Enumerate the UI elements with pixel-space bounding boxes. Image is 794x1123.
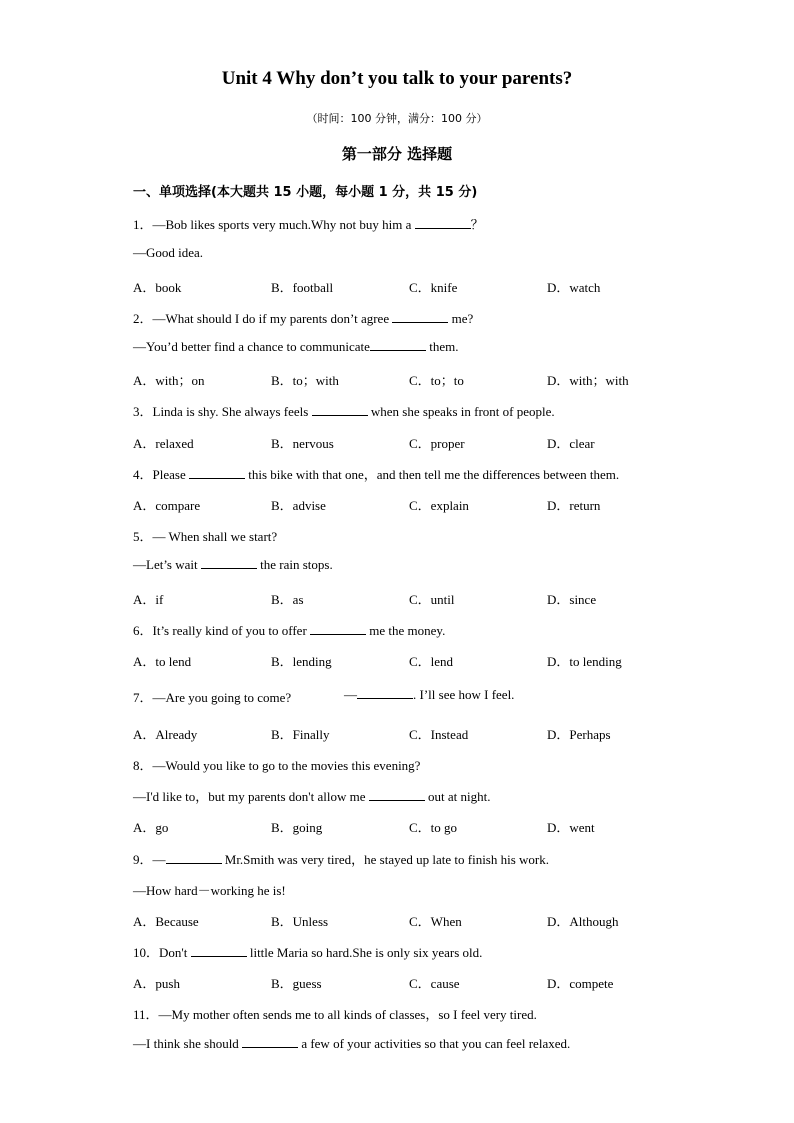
question-1-stem: 1．—Bob likes sports very much.Why not buy him a ？	[133, 217, 484, 232]
question-1-reply: —Good idea.	[133, 245, 204, 260]
question-8-option-a: A．go	[133, 820, 169, 835]
question-5-reply: —Let’s wait the rain stops.	[133, 557, 333, 572]
question-6-option-b: B．lending	[271, 654, 332, 669]
question-11-reply: —I think she should a few of your activities so that you can feel relaxed.	[133, 1036, 571, 1051]
question-3-option-a: A．relaxed	[133, 436, 194, 451]
answer-blank	[166, 852, 222, 864]
question-7-reply: — . I’ll see how I feel.	[344, 687, 515, 702]
answer-blank	[189, 467, 245, 479]
question-7-option-c: C．Instead	[409, 727, 469, 742]
question-3-option-b: B．nervous	[271, 436, 334, 451]
question-2-stem: 2．—What should I do if my parents don’t agree me?	[133, 311, 474, 326]
question-7-option-d: D．Perhaps	[547, 727, 611, 742]
question-1-option-d: D．watch	[547, 280, 601, 295]
question-4-option-b: B．advise	[271, 498, 326, 513]
question-10-stem: 10．Don't little Maria so hard.She is only six years old.	[133, 945, 483, 960]
question-1-option-a: A．book	[133, 280, 182, 295]
question-10-option-b: B．guess	[271, 976, 322, 991]
question-5-option-c: C．until	[409, 592, 455, 607]
section-heading: 一、单项选择(本大题共 15 小题，每小题 1 分，共 15 分)	[133, 185, 478, 200]
question-4-option-c: C．explain	[409, 498, 469, 513]
question-5-stem: 5．— When shall we start?	[133, 529, 278, 544]
question-3-option-d: D．clear	[547, 436, 595, 451]
question-8-option-c: C．to go	[409, 820, 458, 835]
question-11-stem: 11．—My mother often sends me to all kinds of classes，so I feel very tired.	[133, 1007, 537, 1022]
answer-blank	[392, 311, 448, 323]
answer-blank	[369, 789, 425, 801]
answer-blank	[242, 1036, 298, 1048]
question-8-option-d: D．went	[547, 820, 595, 835]
answer-blank	[312, 404, 368, 416]
question-9-option-b: B．Unless	[271, 914, 329, 929]
question-1-option-c: C．knife	[409, 280, 458, 295]
question-6-option-a: A．to lend	[133, 654, 192, 669]
question-5-option-b: B．as	[271, 592, 304, 607]
answer-blank	[310, 623, 366, 635]
question-9-option-a: A．Because	[133, 914, 199, 929]
question-9-option-c: C．When	[409, 914, 462, 929]
answer-blank	[357, 687, 413, 699]
question-2-reply: —You’d better find a chance to communicate them.	[133, 339, 459, 354]
question-4-option-d: D．return	[547, 498, 601, 513]
question-7-option-a: A．Already	[133, 727, 198, 742]
question-2-option-a: A．with；on	[133, 373, 205, 388]
part-heading: 第一部分 选择题	[341, 145, 453, 163]
exam-time-score: （时间：100 分钟，满分：100 分）	[306, 112, 488, 125]
question-6-stem: 6．It’s really kind of you to offer me the money.	[133, 623, 446, 638]
question-2-option-d: D．with；with	[547, 373, 629, 388]
question-8-reply: —I'd like to，but my parents don't allow me out at night.	[133, 789, 491, 804]
question-2-option-b: B．to；with	[271, 373, 339, 388]
question-10-option-c: C．cause	[409, 976, 460, 991]
question-9-option-d: D．Although	[547, 914, 619, 929]
answer-blank	[191, 945, 247, 957]
question-8-stem: 8．—Would you like to go to the movies this evening?	[133, 758, 421, 773]
page-title: Unit 4 Why don’t you talk to your parents?	[221, 68, 573, 89]
question-5-option-d: D．since	[547, 592, 597, 607]
answer-blank	[370, 339, 426, 351]
question-9-stem: 9．— Mr.Smith was very tired，he stayed up late to finish his work.	[133, 852, 549, 867]
question-1-option-b: B．football	[271, 280, 334, 295]
answer-blank	[201, 557, 257, 569]
question-3-option-c: C．proper	[409, 436, 465, 451]
question-7-option-b: B．Finally	[271, 727, 330, 742]
question-5-option-a: A．if	[133, 592, 164, 607]
question-9-reply: —How hard－working he is!	[133, 883, 286, 898]
question-2-option-c: C．to；to	[409, 373, 464, 388]
question-10-option-d: D．compete	[547, 976, 614, 991]
question-6-option-c: C．lend	[409, 654, 454, 669]
question-10-option-a: A．push	[133, 976, 180, 991]
question-8-option-b: B．going	[271, 820, 323, 835]
question-4-stem: 4．Please this bike with that one，and then tell me the differences between them.	[133, 467, 620, 482]
question-3-stem: 3．Linda is shy. She always feels when she speaks in front of people.	[133, 404, 555, 419]
question-6-option-d: D．to lending	[547, 654, 622, 669]
question-7-stem: 7．—Are you going to come?	[133, 690, 292, 705]
answer-blank	[415, 217, 471, 229]
question-4-option-a: A．compare	[133, 498, 201, 513]
